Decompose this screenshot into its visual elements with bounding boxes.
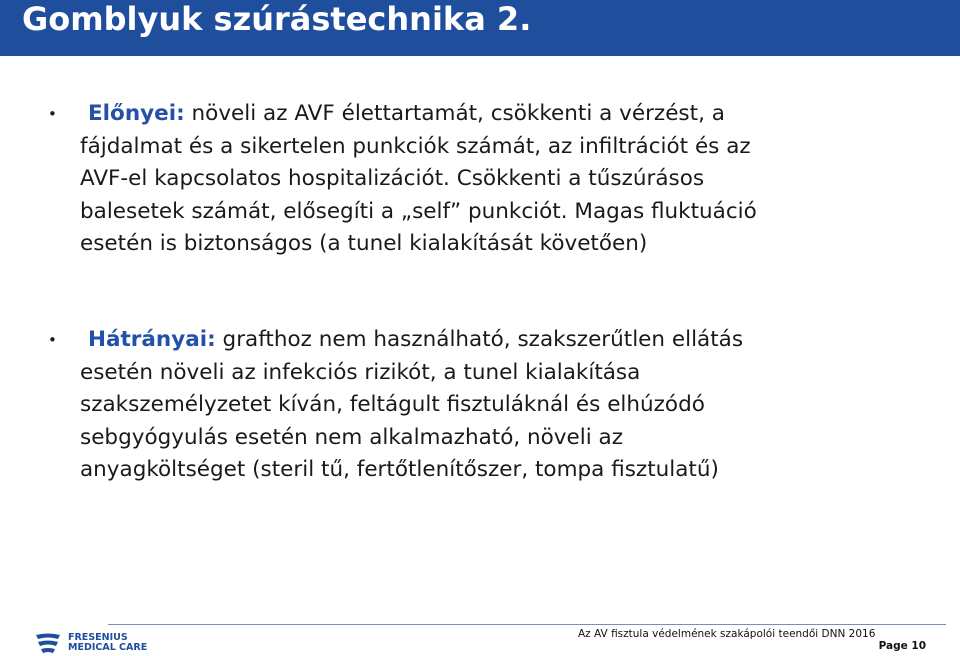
advantages-line: balesetek számát, elősegíti a „self” punkciót. Magas fluktuáció — [80, 198, 757, 224]
title-bar — [0, 0, 960, 56]
advantages-line: AVF-el kapcsolatos hospitalizációt. Csökkenti a tűszúrásos — [80, 166, 705, 191]
advantages-line: fájdalmat és a sikertelen punkciók számát, az infiltrációt és az — [80, 133, 751, 159]
bullet-dot-icon: • — [48, 105, 57, 123]
logo-line-2: MEDICAL CARE — [68, 642, 148, 653]
footer-divider — [108, 624, 946, 625]
fresenius-logo — [34, 630, 148, 656]
advantages-heading: Előnyei: — [88, 101, 185, 126]
bullet-advantages — [48, 98, 938, 261]
advantages-line: esetén is biztonságos (a tunel kialakítását követően) — [80, 231, 648, 256]
advantages-line: növeli az AVF élettartamát, csökkenti a vérzést, a — [191, 101, 725, 126]
disadvantages-heading: Hátrányai: — [88, 327, 216, 352]
disadvantages-line: esetén növeli az infekciós rizikót, a tunel kialakítása — [80, 359, 641, 385]
advantages-paragraph — [80, 98, 938, 261]
disadvantages-line: szakszemélyzetet kíván, feltágult fisztuláknál és elhúzódó — [80, 392, 705, 417]
fresenius-logo-icon — [34, 632, 62, 654]
disadvantages-line: anyagköltséget (steril tű, fertőtlenítőszer, tompa fisztulatű) — [80, 457, 719, 482]
disadvantages-paragraph — [80, 324, 938, 487]
bullet-dot-icon: • — [48, 331, 57, 349]
logo-text — [68, 633, 147, 653]
footer-caption: Az AV fisztula védelmének szakápolói teendői DNN 2016 — [578, 628, 876, 640]
bullet-disadvantages — [48, 324, 938, 487]
logo-line-1: FRESENIUS — [68, 632, 128, 643]
slide-title: Gomblyuk szúrástechnika 2. — [22, 0, 532, 38]
disadvantages-line: sebgyógyulás esetén nem alkalmazható, növeli az — [80, 424, 623, 450]
page-number: Page 10 — [878, 640, 926, 652]
disadvantages-line: grafthoz nem használható, szakszerűtlen ellátás — [222, 327, 744, 352]
